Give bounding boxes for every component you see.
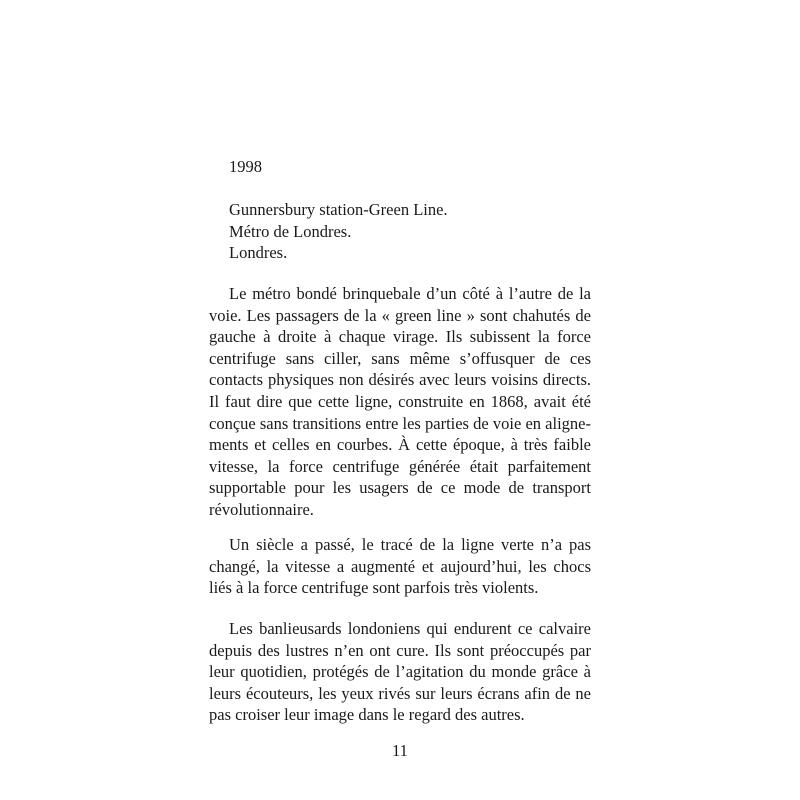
paragraph: Le métro bondé brinquebale d’un côté à l’autre de la voie. Les passagers de la « green line » sont chahutés de gauche à droite à chaque virage. Ils subissent la force centrifuge sans ciller, sans même s’offusquer de ces contacts physiques non désirés avec leurs voisins directs. Il faut dire que cette ligne, construite en 1868, avait été conçue sans transitions entre les parties de voie en alignements et celles en courbes. À cette époque, à très faible vitesse, la force centrifuge générée était parfaitement supportable pour les usagers de ce mode de transport révolutionnaire.	[209, 284, 591, 519]
paragraph: Un siècle a passé, le tracé de la ligne verte n’a pas changé, la vitesse a augmenté et aujourd’hui, les chocs liés à la force centrifuge sont parfois très violents.	[209, 535, 591, 598]
location-city: Londres.	[229, 243, 288, 262]
paragraph: Les banlieusards londoniens qui endurent ce calvaire depuis des lustres n’en ont cure. Ils sont préoccupés par leur quotidien, protégés de l’agitation du monde grâce à leurs écouteurs, les yeux rivés sur leurs écrans afin de ne pas croiser leur image dans le regard des autres.	[209, 619, 591, 725]
location-station: Gunnersbury station-Green Line.	[229, 200, 448, 219]
book-page	[209, 0, 591, 800]
chapter-year: 1998	[229, 157, 262, 176]
location-block	[229, 199, 448, 264]
page-number: 11	[392, 741, 408, 760]
location-network: Métro de Londres.	[229, 221, 352, 241]
